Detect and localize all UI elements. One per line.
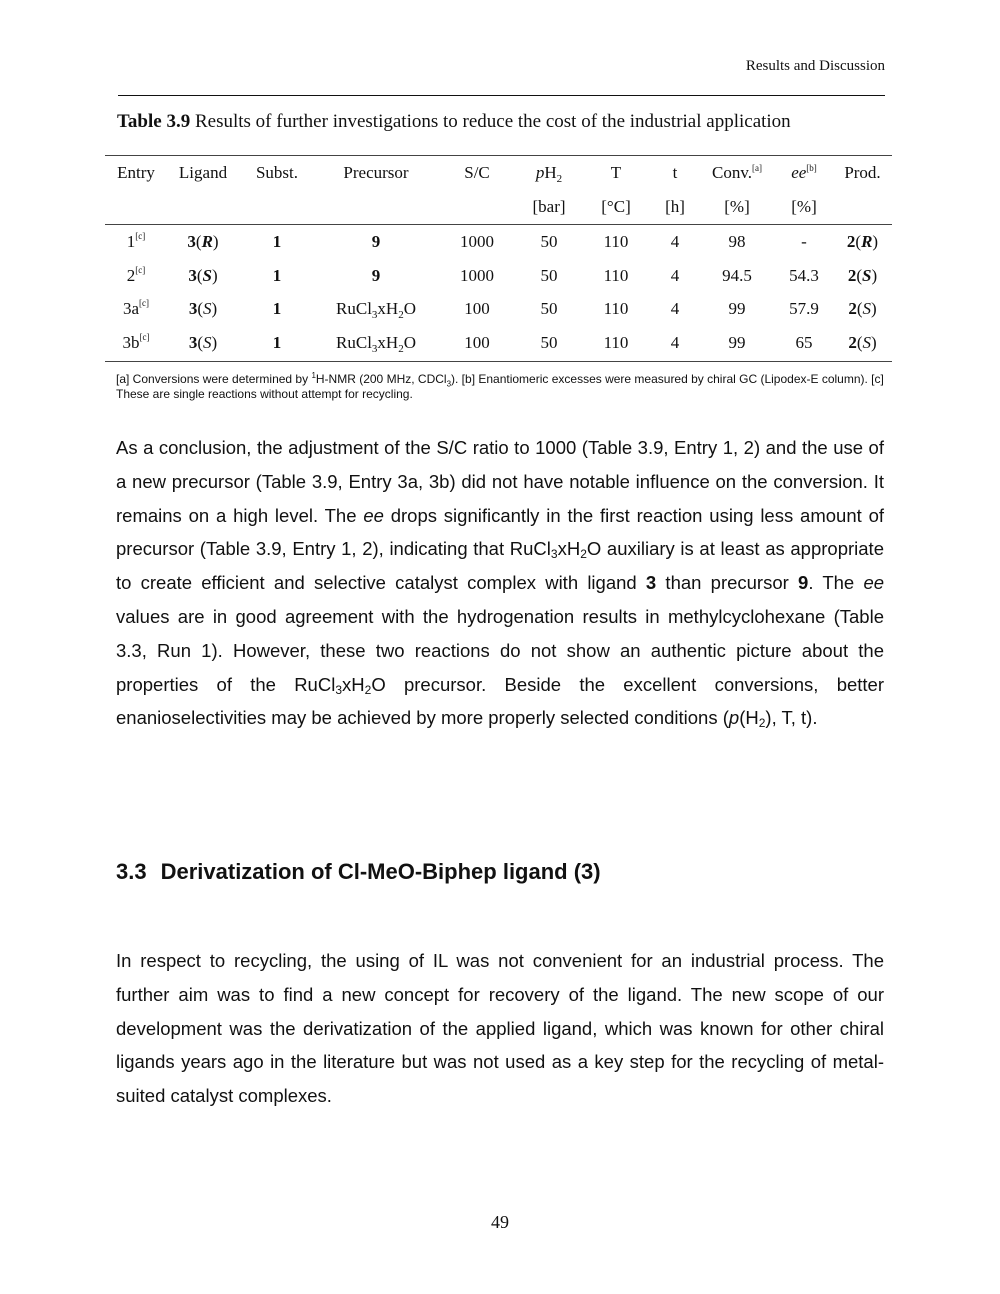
cell-time: 4 [670,232,680,251]
col-header-ph2: $pH_2$ [517,156,581,190]
table-header-row [105,156,892,190]
cell-time: 4 [670,298,680,318]
cell-ligand: 3(S) [167,325,239,362]
cell-prod: 2(S) [833,325,892,362]
cell-conv: 99 [699,325,775,362]
cell-entry: 1[c] [126,231,146,251]
page-number: 49 [491,1212,509,1232]
header-rule [118,95,885,96]
col-header-temp: T [581,156,651,190]
cell-conv: 99 [728,298,746,318]
cell-sc: 1000 [460,232,494,251]
cell-ph2: 50 [517,325,581,362]
col-header-prod: Prod. [833,156,892,190]
cell-prod: 2(R) [846,232,879,251]
cell-ph2: 50 [540,298,558,318]
recycling-paragraph: In respect to recycling, the using of IL was not convenient for an industrial process. The further aim was to find a new concept for recovery of the ligand. The new scope of our development was the derivatization of the applied ligand, which was known for other chiral ligands years ago in the literature but was not used as a key step for the recycling of metal-suited catalyst complexes. [116,950,884,1107]
cell-precursor: 9 [371,265,381,285]
cell-ph2: 50 [540,265,558,285]
cell-time: 4 [651,325,699,362]
cell-ligand: 3(S) [188,265,218,285]
table-caption [117,111,791,133]
table-row [105,325,892,362]
cell-subst: 1 [272,232,282,251]
cell-sc: 1000 [460,265,494,285]
cell-precursor: $RuCl_3xH_2O$ [336,298,416,321]
cell-conv: 98 [728,232,746,251]
running-header: Results and Discussion [745,58,885,74]
table-row [105,292,892,325]
cell-ee: 65 [775,325,833,362]
cell-entry: 3b[c] [105,325,167,362]
cell-subst: 1 [272,298,282,318]
col-header-time: t [651,156,699,190]
cell-ee: 57.9 [789,298,819,318]
col-header-ligand: Ligand [167,156,239,190]
cell-ee: 54.3 [789,265,819,285]
col-header-subst: Subst. [239,156,315,190]
col-header-entry: Entry [105,156,167,190]
unit-ee: [%] [775,189,833,225]
cell-sc: 100 [437,325,517,362]
results-table [105,155,892,362]
cell-ee: - [801,232,807,251]
col-header-sc: S/C [437,156,517,190]
cell-precursor: $RuCl_3xH_2O$ [315,325,437,362]
col-header-conv: Conv.[a] [699,156,775,190]
cell-conv: 94.5 [722,265,752,285]
table-caption-label: Table 3.9 [117,111,191,132]
cell-temp: 110 [603,265,629,285]
col-header-ee: ee[b] [775,156,833,190]
cell-sc: 100 [464,298,490,318]
cell-prod: 2(S) [848,298,877,318]
section-heading [116,859,601,885]
table-units-row [105,189,892,225]
section-title: Derivatization of Cl-MeO-Biphep ligand (3) [160,859,601,884]
cell-prod: 2(S) [847,265,878,285]
unit-temp: [°C] [581,189,651,225]
table-caption-text: Results of further investigations to reduce the cost of the industrial application [190,111,791,132]
cell-precursor: 9 [371,232,381,251]
cell-entry: 3a[c] [122,297,150,318]
cell-temp: 110 [581,325,651,362]
cell-entry: 2[c] [126,264,146,285]
unit-ph2: [bar] [517,189,581,225]
cell-ph2: 50 [540,232,558,251]
table-row [105,225,892,260]
section-number: 3.3 [116,859,147,884]
conclusion-paragraph: As a conclusion, the adjustment of the S/C ratio to 1000 (Table 3.9, Entry 1, 2) and the use of a new precursor (Table 3.9, Entry 3a, 3b) did not have notable influence on the conversion. It remains on a high level. The ee drops significantly in the first reaction using less amount of precursor (Table 3.9, Entry 1, 2), indicating that $RuCl_3xH_2O$ auxiliary is at least as appropriate to create efficient and selective catalyst complex with ligand 3 than precursor 9. The ee values are in good agreement with the hydrogenation results in methylcyclohexane (Table 3.3, Run 1). However, these two reactions do not show an authentic picture about the properties of the $RuCl_3xH_2O$ precursor. Beside the excellent conversions, better enanioselectivities may be achieved by more properly selected conditions ($p(H_2)$, T, t). [116,437,885,731]
cell-temp: 110 [603,232,629,251]
col-header-precursor: Precursor [315,156,437,190]
cell-temp: 110 [603,298,629,318]
cell-time: 4 [670,265,680,285]
cell-subst: 1 [272,265,282,285]
unit-conv: [%] [699,189,775,225]
table-footnotes: [a] Conversions were determined by $^1$H-NMR (200 MHz, CDCl$_3$). [b] Enantiomeric excesses were measured by chiral GC (Lipodex-E column). [c] These are single reactions without attempt for recycling. [116,371,884,401]
cell-ligand: 3(R) [187,232,219,251]
unit-time: [h] [651,189,699,225]
table-row [105,259,892,292]
cell-subst: 1 [239,325,315,362]
cell-ligand: 3(S) [188,298,218,318]
